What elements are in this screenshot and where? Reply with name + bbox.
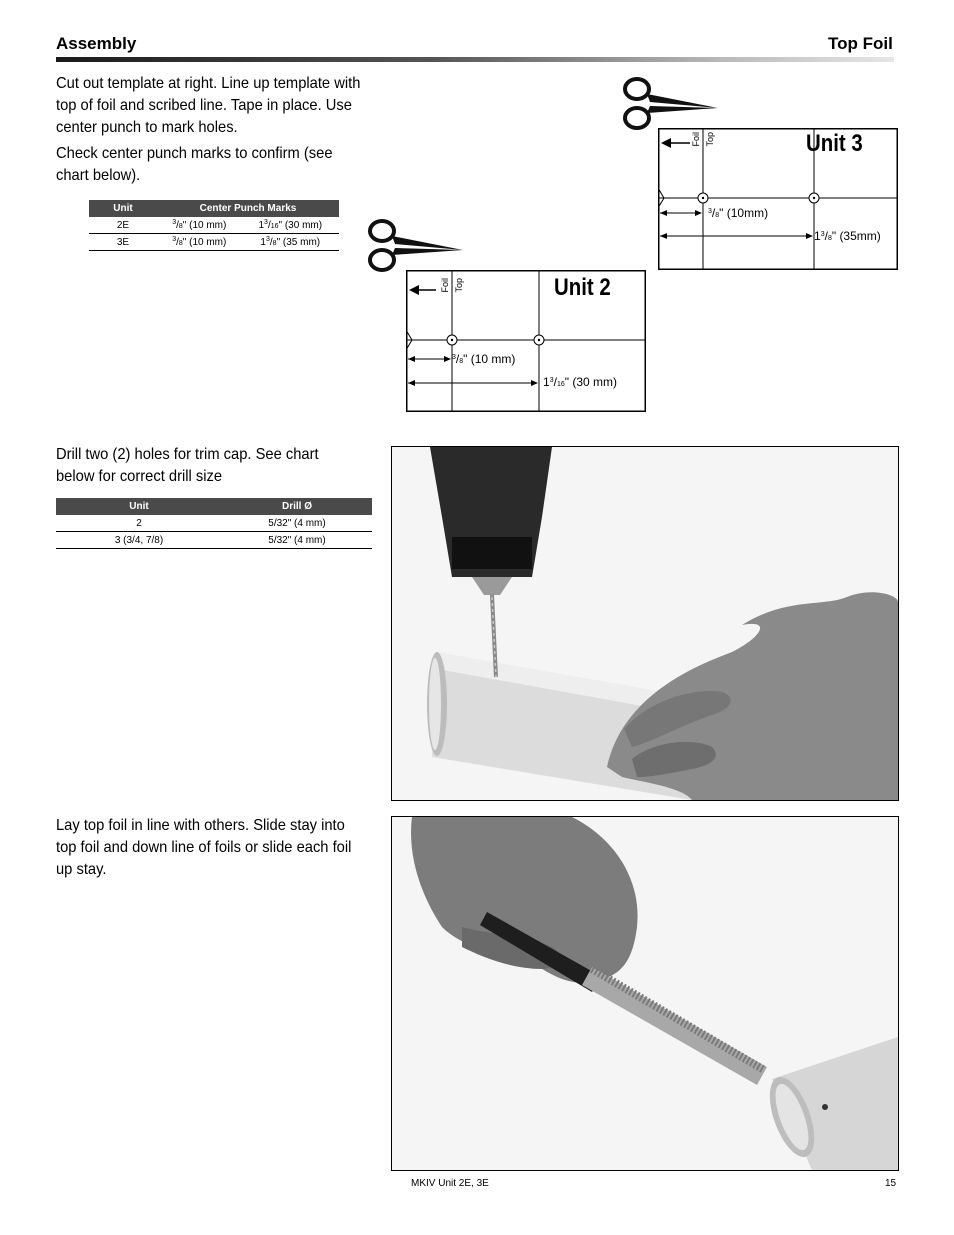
punch-unit: 3E — [89, 234, 157, 251]
template-unit2-measure-1: $^3$/8" (10 mm) — [452, 352, 516, 366]
scissors-icon — [365, 214, 465, 276]
template-unit2-measure-2: $1^3/16$" (30 mm) — [543, 375, 617, 389]
template-unit2-foil: Foil — [440, 278, 450, 293]
center-punch-table — [89, 200, 339, 251]
punch-mark-a: $^3$/8" (10 mm) — [157, 234, 242, 251]
template-unit2-top: Top — [454, 278, 464, 293]
drill-size: 5/32" (4 mm) — [222, 515, 372, 532]
footer-page-number: 15 — [885, 1178, 897, 1189]
table-row — [89, 217, 339, 234]
drill-size: 5/32" (4 mm) — [222, 532, 372, 549]
template-unit2 — [406, 270, 646, 412]
template-unit3-foil: Foil — [691, 132, 701, 147]
step1-instructions: Cut out template at right. Line up template with top of foil and scribed line. Tape in place. Use center punch to mark holes. — [56, 75, 361, 136]
step2-instructions: Drill two (2) holes for trim cap. See chart below for correct drill size — [56, 446, 319, 485]
stay-photo — [391, 816, 899, 1171]
punch-mark-a: $^3$/8" (10 mm) — [157, 217, 242, 234]
punch-mark-b: $1^3/16$" (30 mm) — [242, 217, 339, 234]
punch-col-unit: Unit — [89, 200, 157, 217]
drill-col-unit: Unit — [56, 498, 222, 515]
template-unit3-top: Top — [705, 132, 715, 147]
table-row — [56, 532, 372, 549]
section-heading: Assembly — [56, 34, 137, 53]
stay-illustration — [392, 817, 898, 1170]
drill-unit: 2 — [56, 515, 222, 532]
scissors-icon — [620, 72, 720, 134]
template-unit3-measure-1: $^3$/8" (10mm) — [708, 206, 769, 220]
punch-mark-b: $1^3/8$" (35 mm) — [242, 234, 339, 251]
template-unit3-label: Unit 3 — [806, 130, 863, 157]
template-unit3-measure-2: $1^3/8$" (35mm) — [814, 229, 881, 243]
drill-illustration — [392, 447, 898, 800]
punch-col-marks: Center Punch Marks — [157, 200, 339, 217]
drill-col-size: Drill Ø — [222, 498, 372, 515]
template-unit2-label: Unit 2 — [554, 274, 611, 301]
step1-check: Check center punch marks to confirm (see chart below). — [56, 145, 333, 184]
drill-unit: 3 (3/4, 7/8) — [56, 532, 222, 549]
punch-unit: 2E — [89, 217, 157, 234]
template-unit3 — [658, 128, 898, 270]
footer-document: MKIV Unit 2E, 3E — [411, 1178, 489, 1189]
step3-instructions: Lay top foil in line with others. Slide stay into top foil and down line of foils or slide each foil up stay. — [56, 817, 352, 878]
header-rule — [56, 57, 894, 62]
table-row — [56, 515, 372, 532]
page-title: Top Foil — [828, 34, 893, 53]
table-row — [89, 234, 339, 251]
drilling-photo — [391, 446, 899, 801]
drill-size-table — [56, 498, 372, 549]
